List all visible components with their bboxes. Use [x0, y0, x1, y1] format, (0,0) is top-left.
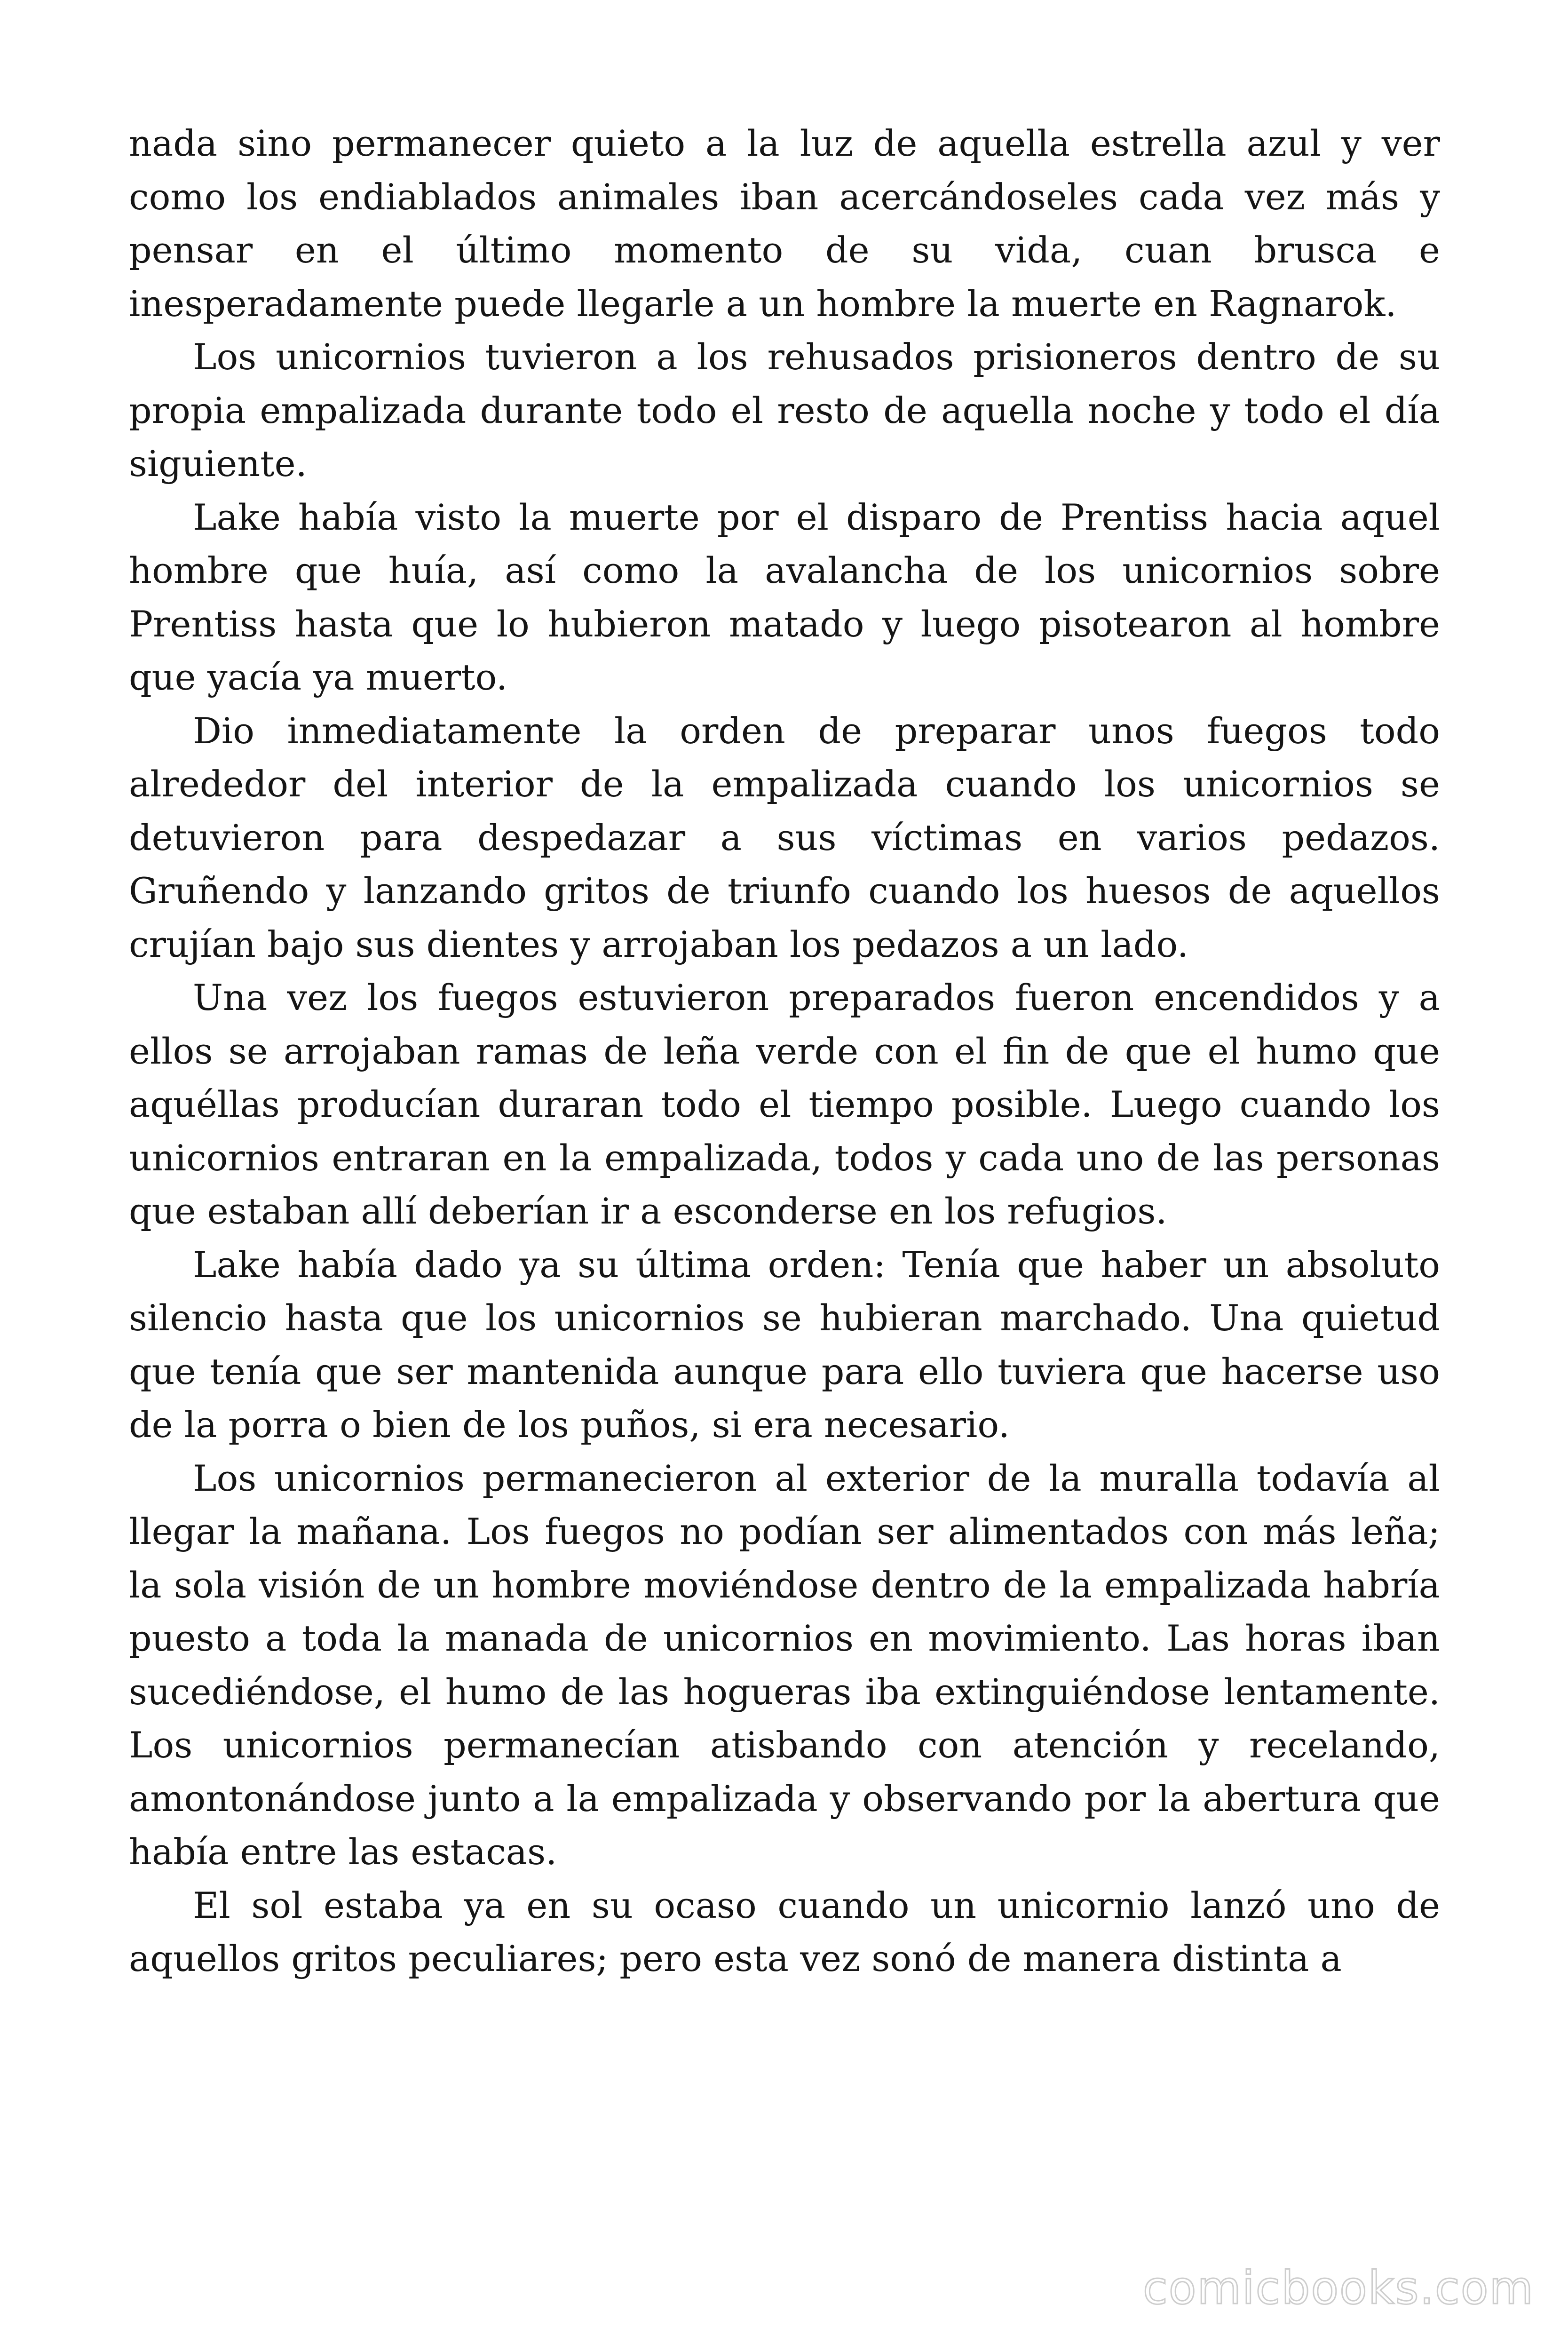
paragraph-2: Los unicornios tuvieron a los rehusados prisioneros dentro de su propia empalizada durante todo el resto de aquella noche y todo el día siguiente. [129, 336, 1440, 485]
paragraph-4: Dio inmediatamente la orden de preparar unos fuegos todo alrededor del interior de la empalizada cuando los unicornios se detuvieron para despedazar a sus víctimas en varios pedazos. Gruñendo y lanzando gritos de triunfo cuando los huesos de aquellos crujían bajo sus dientes y arrojaban los pedazos a un lado. [129, 709, 1440, 965]
paragraph-1: nada sino permanecer quieto a la luz de aquella estrella azul y ver como los endiablados animales iban acercándoseles cada vez más y pensar en el último momento de su vida, cuan brusca e inesperadamente puede llegarle a un hombre la muerte en Ragnarok. [129, 122, 1440, 325]
paragraph-7: Los unicornios permanecieron al exterior de la muralla todavía al llegar la mañana. Los fuegos no podían ser alimentados con más leña; la sola visión de un hombre moviéndose dentro de la empalizada habría puesto a toda la manada de unicornios en movimiento. Las horas iban sucediéndose, el humo de las hogueras iba extinguiéndose lentamente. Los unicornios permanecían atisbando con atención y recelando, amontonándose junto a la empalizada y observando por la abertura que había entre las estacas. [129, 1457, 1440, 1873]
paragraph-5: Una vez los fuegos estuvieron preparados fueron encendidos y a ellos se arrojaban ramas de leña verde con el fin de que el humo que aquéllas producían duraran todo el tiempo posible. Luego cuando los unicornios entraran en la empalizada, todos y cada uno de las personas que estaban allí deberían ir a esconderse en los refugios. [129, 977, 1440, 1232]
paragraph-3: Lake había visto la muerte por el disparo de Prentiss hacia aquel hombre que huía, así como la avalancha de los unicornios sobre Prentiss hasta que lo hubieron matado y luego pisotearon al hombre que yacía ya muerto. [129, 496, 1440, 698]
watermark: comicbooks.com [1142, 2262, 1534, 2314]
paragraph-8: El sol estaba ya en su ocaso cuando un unicornio lanzó uno de aquellos gritos peculiares; pero esta vez sonó de manera distinta a [129, 1884, 1440, 1979]
page-body [129, 117, 1440, 1986]
paragraph-6: Lake había dado ya su última orden: Tenía que haber un absoluto silencio hasta que los unicornios se hubieran marchado. Una quietud que tenía que ser mantenida aunque para ello tuviera que hacerse uso de la porra o bien de los puños, si era necesario. [129, 1243, 1440, 1446]
